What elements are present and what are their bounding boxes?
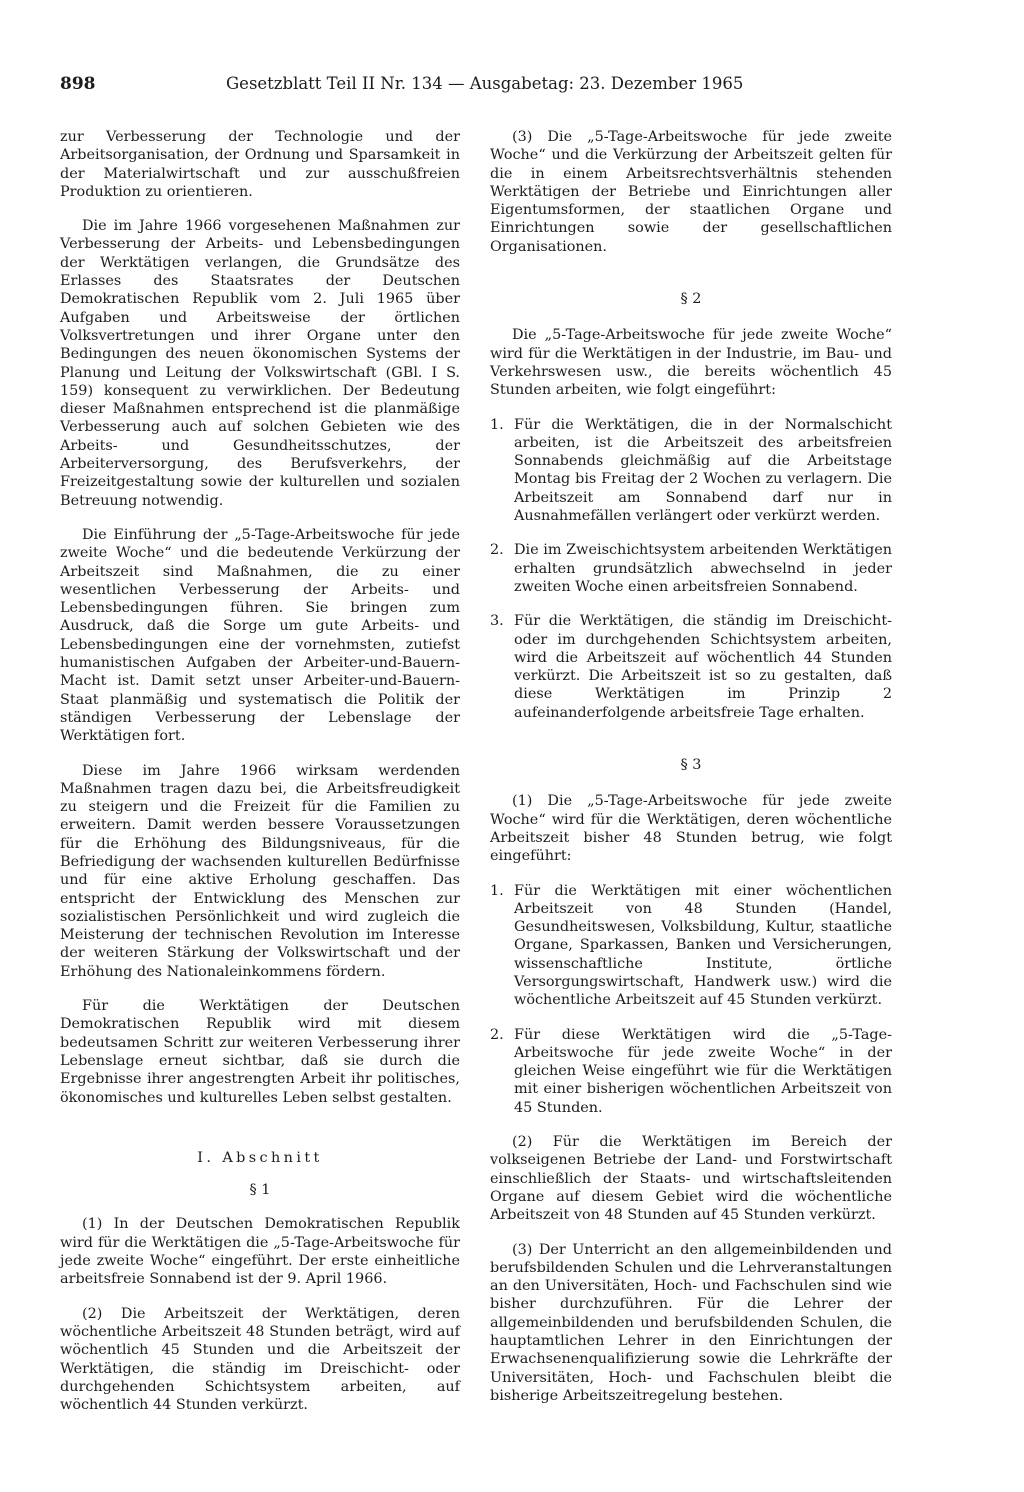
list-item-number: 1. [490,882,504,899]
paragraph: (3) Die „5-Tage-Arbeitswoche für jede zweite Woche“ und die Verkürzung der Arbeitszeit gelten für die in einem Arbeitsrechtsverhältnis stehenden Werktätigen der Betriebe und Einrichtungen aller Eigentumsformen, der staatlichen Organe und Einrichtungen sowie der gesellschaftlichen Organisationen. [490,129,892,255]
paragraph: (2) Die Arbeitszeit der Werktätigen, deren wöchentliche Arbeitszeit 48 Stunden beträgt, wird auf wöchentlich 45 Stunden und die Arbeitszeit der Werktätigen, die ständig im Dreischicht- oder durchgehenden Schichtsystem arbeiten, auf wöchentlich 44 Stunden verkürzt. [60,1305,460,1414]
section-heading: I. Abschnitt [197,1149,323,1166]
list-item-number: 2. [490,1026,504,1043]
list-item-number: 2. [490,542,504,559]
paragraph: (1) Die „5-Tage-Arbeitswoche für jede zweite Woche“ wird für die Werktätigen, deren wöchentliche Arbeitszeit bisher 48 Stunden betrug, wie folgt eingeführt: [490,793,892,865]
list-item-text: Für diese Werktätigen wird die „5-Tage-Arbeitswoche für jede zweite Woche“ in der gleichen Weise eingeführt wie für die Werktätigen mit einer bisherigen wöchentlichen Arbeitszeit von 45 Stunden. [514,1026,892,1116]
paragraph: zur Verbesserung der Technologie und der Arbeitsorganisation, der Ordnung und Sparsamkeit in der Materialwirtschaft und zur ausschußfreien Produktion zu orientieren. [60,129,460,200]
list-item [490,612,892,722]
list-item [490,882,892,1010]
list-item [490,1026,892,1117]
paragraph-heading-s2: § 2 [680,291,702,308]
paragraph: Die Einführung der „5-Tage-Arbeitswoche für jede zweite Woche“ und die bedeutende Verkürzung der Arbeitszeit sind Maßnahmen, die zu einer wesentlichen Verbesserung der Arbeits- und Lebensbedingungen führen. Sie bringen zum Ausdruck, daß die Sorge um gute Arbeits- und Lebensbedingungen eine der vornehmsten, zutiefst humanistischen Aufgaben der Arbeiter-und-Bauern-Macht ist. Damit setzt unser Arbeiter-und-Bauern-Staat planmäßig und systematisch die Politik der ständigen Verbesserung der Lebenslage der Werktätigen fort. [60,526,460,745]
list-item-number: 1. [490,416,504,433]
right-column [490,128,892,1405]
paragraph: (3) Der Unterricht an den allgemeinbildenden und berufsbildenden Schulen und die Lehrveranstaltungen an den Universitäten, Hoch- und Fachschulen sind wie bisher durchzuführen. Für die Lehrer der allgemeinbildenden und berufsbildenden Schulen, die hauptamtlichen Lehrer in den Einrichtungen der Erwachsenenqualifizierung sowie die Lehrkräfte der Universitäten, Hoch- und Fachschulen bleibt die bisherige Arbeitszeitregelung bestehen. [490,1241,892,1404]
running-title: Gesetzblatt Teil II Nr. 134 — Ausgabetag: 23. Dezember 1965 [226,74,744,93]
paragraph-heading-s1: § 1 [249,1182,271,1199]
list-item-number: 3. [490,613,504,630]
list-item-text: Für die Werktätigen, die in der Normalschicht arbeiten, ist die Arbeitszeit des arbeitsfreien Sonnabends gleichmäßig auf die Arbeitstage Montag bis Freitag der 2 Wochen zu verlagern. Die Arbeitszeit am Sonnabend darf nur in Ausnahmefällen verlängert oder verkürzt werden. [514,416,892,525]
list-item [490,416,892,526]
paragraph: (1) In der Deutschen Demokratischen Republik wird für die Werktätigen die „5-Tage-Arbeitswoche für jede zweite Woche“ eingeführt. Der erste einheitliche arbeitsfreie Sonnabend ist der 9. April 1966. [60,1216,460,1288]
page-header [60,74,960,100]
paragraph: Die „5-Tage-Arbeitswoche für jede zweite Woche“ wird für die Werktätigen in der Industrie, im Bau- und Verkehrswesen usw., die bereits wöchentlich 45 Stunden arbeiten, wie folgt eingeführt: [490,327,892,399]
paragraph: (2) Für die Werktätigen im Bereich der volkseigenen Betriebe der Land- und Forstwirtschaft einschließlich der Staats- und wirtschaftsleitenden Organe auf diesem Gebiet wird die wöchentliche Arbeitszeit von 48 Stunden auf 45 Stunden verkürzt. [490,1134,892,1224]
list-item-text: Für die Werktätigen, die ständig im Dreischicht- oder im durchgehenden Schichtsystem arbeiten, wird die Arbeitszeit auf wöchentlich 44 Stunden verkürzt. Die Arbeitszeit ist so zu gestalten, daß diese Werktätigen im Prinzip 2 aufeinanderfolgende arbeitsfreie Tage erhalten. [514,613,892,721]
left-column [60,128,460,1414]
list-item [490,541,892,596]
page-number: 898 [60,74,96,94]
list-item-text: Die im Zweischichtsystem arbeitenden Werktätigen erhalten grundsätzlich abwechselnd in jeder zweiten Woche einen arbeitsfreien Sonnabend. [514,542,892,595]
paragraph: Die im Jahre 1966 vorgesehenen Maßnahmen zur Verbesserung der Arbeits- und Lebensbedingungen der Werktätigen verlangen, die Grundsätze des Erlasses des Staatsrates der Deutschen Demokratischen Republik vom 2. Juli 1965 über Aufgaben und Arbeitsweise der örtlichen Volksvertretungen und ihrer Organe unter den Bedingungen des neuen ökonomischen Systems der Planung und Leitung der Volkswirtschaft (GBl. I S. 159) konsequent zu verwirklichen. Der Bedeutung dieser Maßnahmen entsprechend ist die planmäßige Verbesserung auch auf solchen Gebieten wie des Arbeits- und Gesundheitsschutzes, der Arbeiterversorgung, des Berufsverkehrs, der Freizeitgestaltung sowie der kulturellen und sozialen Betreuung notwendig. [60,218,460,509]
paragraph: Für die Werktätigen der Deutschen Demokratischen Republik wird mit diesem bedeutsamen Schritt zur weiteren Verbesserung ihrer Lebenslage erneut sichtbar, daß sie durch die Ergebnisse ihrer angestrengten Arbeit ihr politisches, ökonomisches und kulturelles Leben selbst gestalten. [60,998,460,1106]
list-item-text: Für die Werktätigen mit einer wöchentlichen Arbeitszeit von 48 Stunden (Handel, Gesundheitswesen, Volksbildung, Kultur, staatliche Organe, Sparkassen, Banken und Versicherungen, wissenschaftliche Institute, örtliche Versorgungswirtschaft, Handwerk usw.) wird die wöchentliche Arbeitszeit auf 45 Stunden verkürzt. [514,882,892,1009]
paragraph-heading-s3: § 3 [680,757,702,774]
paragraph: Diese im Jahre 1966 wirksam werdenden Maßnahmen tragen dazu bei, die Arbeitsfreudigkeit zu steigern und die Freizeit für die Familien zu erweitern. Damit werden bessere Voraussetzungen für die Erhöhung des Bildungsniveaus, für die Befriedigung der wachsenden kulturellen Bedürfnisse und für eine aktive Erholung geschaffen. Das entspricht der Entwicklung des Menschen zur sozialistischen Persönlichkeit und wird zugleich die Meisterung der technischen Revolution im Interesse der weiteren Stärkung der Volkswirtschaft und der Erhöhung des Nationaleinkommens fördern. [60,762,460,980]
